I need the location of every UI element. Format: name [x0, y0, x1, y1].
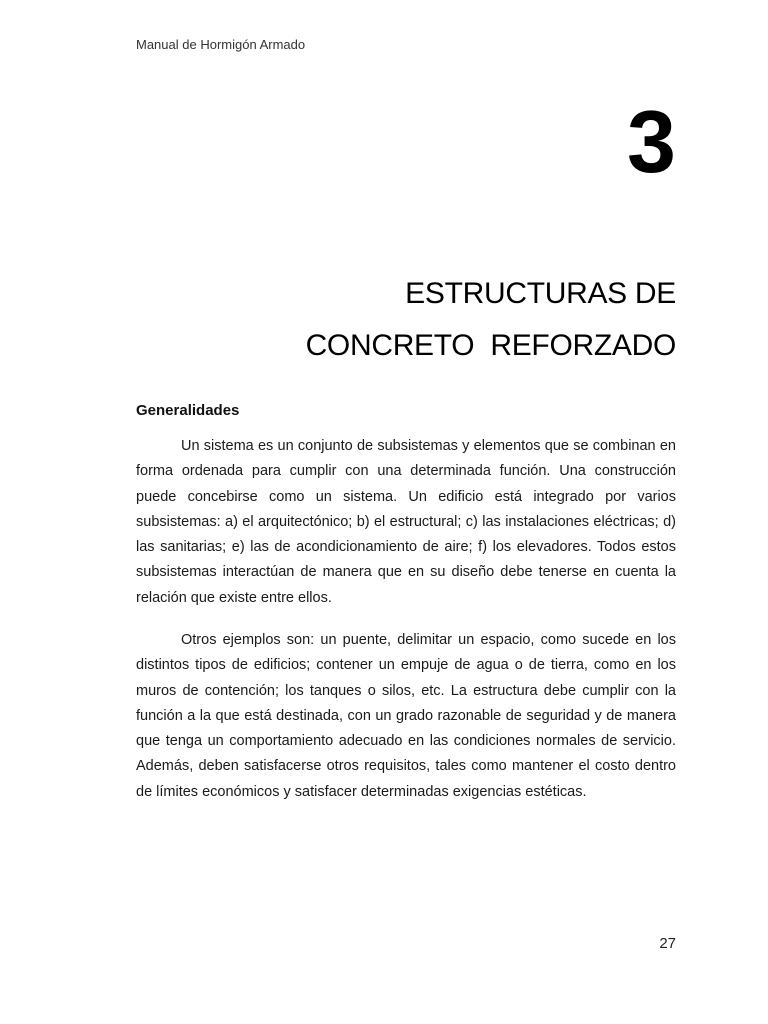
chapter-title [306, 268, 676, 372]
chapter-title-line-2: CONCRETO REFORZADO [305, 329, 676, 362]
page-number: 27 [659, 935, 676, 952]
running-header: Manual de Hormigón Armado [136, 37, 306, 52]
body-paragraph-2: Otros ejemplos son: un puente, delimitar un espacio, como sucede en los distintos tipos de edificios; contener un empuje de agua o de tierra, como en los muros de contención; los tanques o silos, etc. La estructura debe cumplir con la función a la que está destinada, con un grado razonable de seguridad y de manera que tenga un comportamiento adecuado en las condiciones normales de servicio. Además, deben satisfacerse otros requisitos, tales como mantener el costo dentro de límites económicos y satisfacer determinadas exigencias estéticas. [136, 632, 676, 800]
chapter-number: 3 [627, 92, 676, 191]
chapter-title-line-1: ESTRUCTURAS DE [405, 277, 676, 310]
body-paragraph-1: Un sistema es un conjunto de subsistemas y elementos que se combinan en forma ordenada para cumplir con una determinada función. Una construcción puede concebirse como un sistema. Un edificio está integrado por varios subsistemas: a) el arquitectónico; b) el estructural; c) las instalaciones eléctricas; d) las sanitarias; e) las de acondicionamiento de aire; f) los elevadores. Todos estos subsistemas interactúan de manera que en su diseño debe tenerse en cuenta la relación que existe entre ellos. [136, 438, 676, 606]
section-heading: Generalidades [136, 402, 240, 419]
